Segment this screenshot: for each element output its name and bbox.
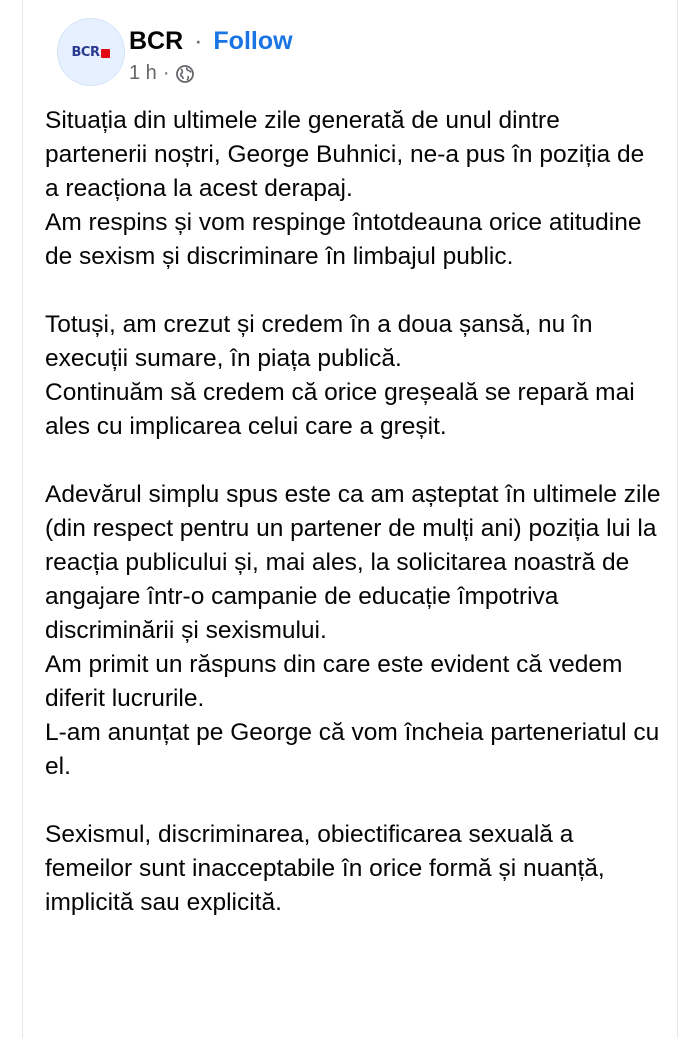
post-body	[45, 104, 661, 920]
post-border-right	[677, 0, 678, 1038]
post-line: Sexismul, discriminarea, obiectificarea sexuală a femeilor sunt inacceptabile în orice formă și nuanță, implicită sau explicită.	[45, 821, 605, 916]
post-line: Am respins și vom respinge întotdeauna orice atitudine de sexism și discriminare în limbajul public.	[45, 209, 642, 270]
post-title-row	[129, 26, 293, 56]
title-separator: ·	[194, 27, 203, 55]
meta-separator: ·	[162, 62, 170, 84]
post-timestamp[interactable]: 1 h	[129, 62, 157, 84]
post-line: Situația din ultimele zile generată de unul dintre partenerii noștri, George Buhnici, ne-a pus în poziția de a reacționa la acest derapaj.	[45, 107, 645, 202]
post-line: L-am anunțat pe George că vom încheia parteneriatul cu el.	[45, 719, 660, 780]
post-meta	[129, 62, 195, 85]
globe-icon[interactable]	[175, 64, 195, 84]
post-line: Am primit un răspuns din care este evident că vedem diferit lucrurile.	[45, 651, 623, 712]
bcr-logo-icon	[101, 49, 110, 58]
post-line: Continuăm să credem că orice greșeală se repară mai ales cu implicarea celui care a greșit.	[45, 379, 635, 440]
post-line: Totuși, am crezut și credem în a doua șansă, nu în execuții sumare, în piața publică.	[45, 311, 593, 372]
avatar[interactable]	[57, 18, 125, 86]
follow-button[interactable]: Follow	[213, 27, 293, 55]
page-name-link[interactable]: BCR	[129, 27, 184, 55]
post-line: Adevărul simplu spus este ca am așteptat în ultimele zile (din respect pentru un partener de mulți ani) poziția lui la reacția publicului și, mai ales, la solicitarea noastră de angajare într-o campanie de educație împotriva discriminării și sexismului.	[45, 481, 661, 644]
avatar-logo-text: BCR	[71, 44, 100, 60]
facebook-post	[23, 0, 677, 1038]
post-header	[43, 0, 657, 96]
